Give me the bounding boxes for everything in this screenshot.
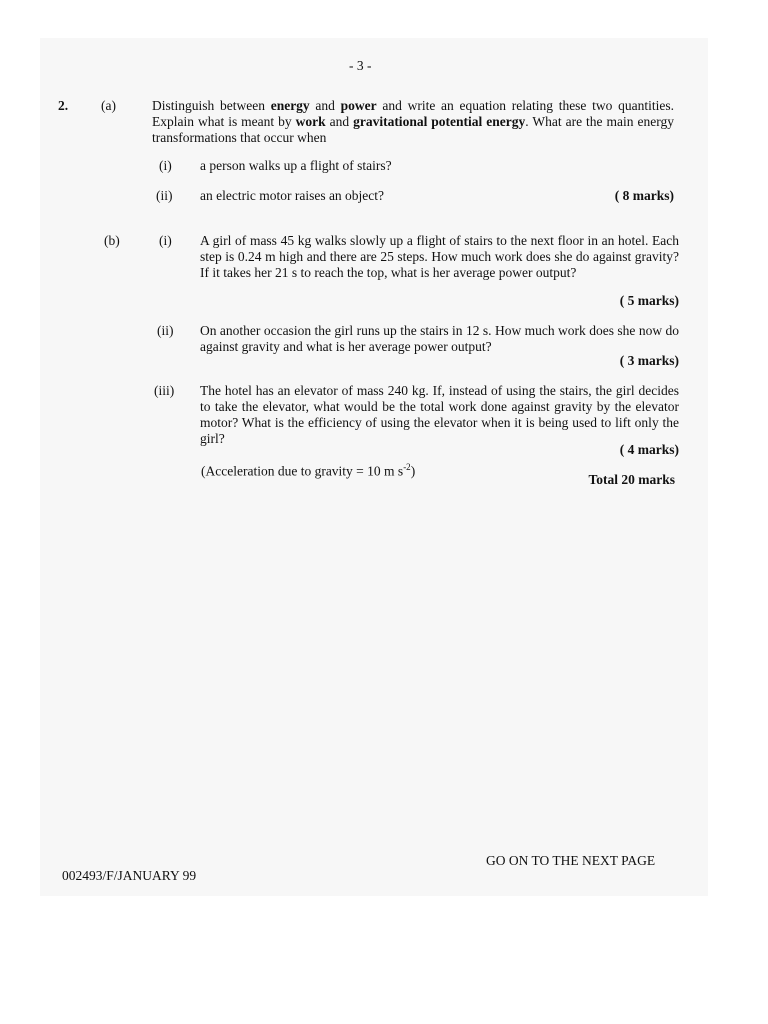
part-b-i-label: (i) [159, 233, 172, 248]
gravity-note-text: (Acceleration due to gravity = 10 m s [201, 463, 404, 479]
gravity-note-text: ) [410, 463, 416, 479]
part-b-label: (b) [104, 233, 120, 248]
intro-text: and write an equation relating these two quantities. Explain what is meant by [152, 98, 674, 129]
part-a-i-label: (i) [159, 158, 172, 173]
part-b-i-text: A girl of mass 45 kg walks slowly up a flight of stairs to the next floor in an hotel. Each step is 0.24 m high and there are 25 steps. How much work does she do against gravity? If it takes her 21 s to reach the top, what is her average power output? [200, 233, 679, 280]
part-b-iii-text: The hotel has an elevator of mass 240 kg. If, instead of using the stairs, the girl decides to take the elevator, what would be the total work done against gravity by the elevator motor? What is the efficiency of using the elevator when it is being used to lift only the girl? [200, 383, 679, 446]
gravity-note-exponent: -2 [403, 462, 411, 472]
part-a-label: (a) [101, 98, 116, 113]
term-work: work [295, 114, 326, 129]
term-power: power [340, 98, 377, 113]
term-energy: energy [270, 98, 310, 113]
intro-text: Distinguish between [152, 98, 271, 113]
part-a-ii-text: an electric motor raises an object? [200, 188, 385, 203]
part-b-iii-marks: ( 4 marks) [619, 442, 679, 457]
intro-text: and [325, 114, 354, 129]
part-a-intro [152, 98, 674, 146]
part-a-ii-label: (ii) [156, 188, 173, 203]
exam-code: 002493/F/JANUARY 99 [62, 868, 197, 883]
part-b-i-marks: ( 5 marks) [619, 293, 679, 308]
total-marks: Total 20 marks [588, 472, 675, 487]
term-gpe: gravitational potential energy [353, 114, 526, 129]
part-a-i-text: a person walks up a flight of stairs? [200, 158, 392, 173]
intro-text: and [309, 98, 341, 113]
part-b-ii-text: On another occasion the girl runs up the stairs in 12 s. How much work does she now do against gravity and what is her average power output? [200, 323, 679, 354]
part-b-ii-label: (ii) [157, 323, 174, 338]
page-number: - 3 - [349, 58, 372, 73]
next-page-note: GO ON TO THE NEXT PAGE [486, 853, 656, 868]
part-b-ii-marks: ( 3 marks) [619, 353, 679, 368]
part-a-marks: ( 8 marks) [614, 188, 674, 203]
gravity-note [201, 459, 415, 480]
question-number: 2. [58, 98, 69, 113]
intro-text: . What are the main energy transformations that occur when [152, 114, 674, 145]
part-b-iii-label: (iii) [154, 383, 175, 398]
